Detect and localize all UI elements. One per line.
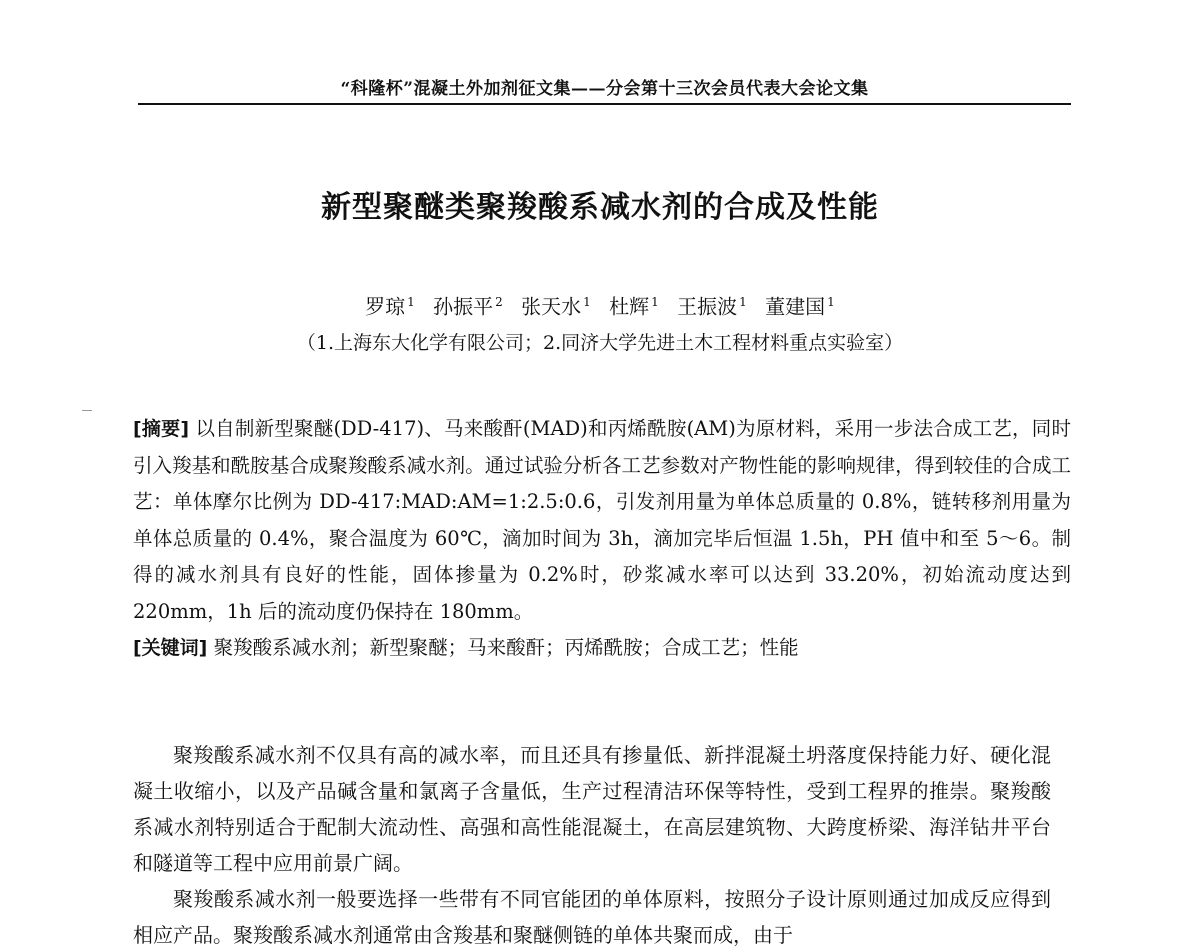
author-name: 张天水 [521, 294, 582, 319]
author-name: 董建国 [765, 294, 826, 319]
author-name: 王振波 [677, 294, 738, 319]
author-name: 杜辉 [609, 294, 650, 319]
margin-mark [82, 410, 92, 411]
author-affil-mark: 1 [827, 295, 835, 309]
author-name: 罗琼 [365, 294, 406, 319]
running-header: “科隆杯”混凝土外加剂征文集——分会第十三次会员代表大会论文集 [340, 79, 869, 99]
keywords [133, 630, 1071, 667]
author-name: 孙振平 [433, 294, 494, 319]
author-affil-mark: 1 [651, 295, 659, 309]
body-paragraph: 聚羧酸系减水剂一般要选择一些带有不同官能团的单体原料，按照分子设计原则通过加成反应得到相应产品。聚羧酸系减水剂通常由含羧基和聚醚侧链的单体共聚而成，由于 [133, 887, 1051, 947]
paper-title: 新型聚醚类聚羧酸系减水剂的合成及性能 [321, 190, 879, 225]
author-affil-mark: 2 [495, 295, 503, 309]
affiliation: （1.上海东大化学有限公司；2.同济大学先进土木工程材料重点实验室） [296, 332, 904, 354]
author [677, 288, 747, 321]
keywords-label: [关键词] [133, 637, 208, 659]
author [765, 288, 835, 321]
author [521, 288, 591, 321]
abstract [133, 411, 1071, 630]
author-affil-mark: 1 [583, 295, 591, 309]
keywords-text: 聚羧酸系减水剂；新型聚醚；马来酸酐；丙烯酰胺；合成工艺；性能 [213, 636, 799, 659]
abstract-block [133, 411, 1071, 667]
author [609, 288, 659, 321]
body-paragraph: 聚羧酸系减水剂不仅具有高的减水率，而且还具有掺量低、新拌混凝土坍落度保持能力好、硬化混凝土收缩小，以及产品碱含量和氯离子含量低，生产过程清洁环保等特性，受到工程界的推崇。聚羧酸系减水剂特别适合于配制大流动性、高强和高性能混凝土，在高层建筑物、大跨度桥梁、海洋钻井平台和隧道等工程中应用前景广阔。 [133, 743, 1051, 875]
abstract-text: 以自制新型聚醚(DD-417)、马来酸酐(MAD)和丙烯酰胺(AM)为原材料，采用一步法合成工艺，同时引入羧基和酰胺基合成聚羧酸系减水剂。通过试验分析各工艺参数对产物性能的影响规律，得到较佳的合成工艺：单体摩尔比例为 DD-417:MAD:AM=1:2.5:0.6，引发剂用量为单体总质量的 0.8%，链转移剂用量为单体总质量的 0.4%，聚合温度为 60℃，滴加时间为 3h，滴加完毕后恒温 1.5h，PH 值中和至 5～6。制得的减水剂具有良好的性能，固体掺量为 0.2%时，砂浆减水率可以达到 33.20%，初始流动度达到 220mm，1h 后的流动度仍保持在 180mm。 [133, 417, 1071, 623]
author [365, 288, 415, 321]
author-affil-mark: 1 [739, 295, 747, 309]
body-text [133, 737, 1051, 952]
header-rule [138, 103, 1071, 105]
author [433, 288, 503, 321]
abstract-label: [摘要] [133, 418, 190, 440]
author-list [0, 288, 1200, 321]
author-affil-mark: 1 [407, 295, 415, 309]
